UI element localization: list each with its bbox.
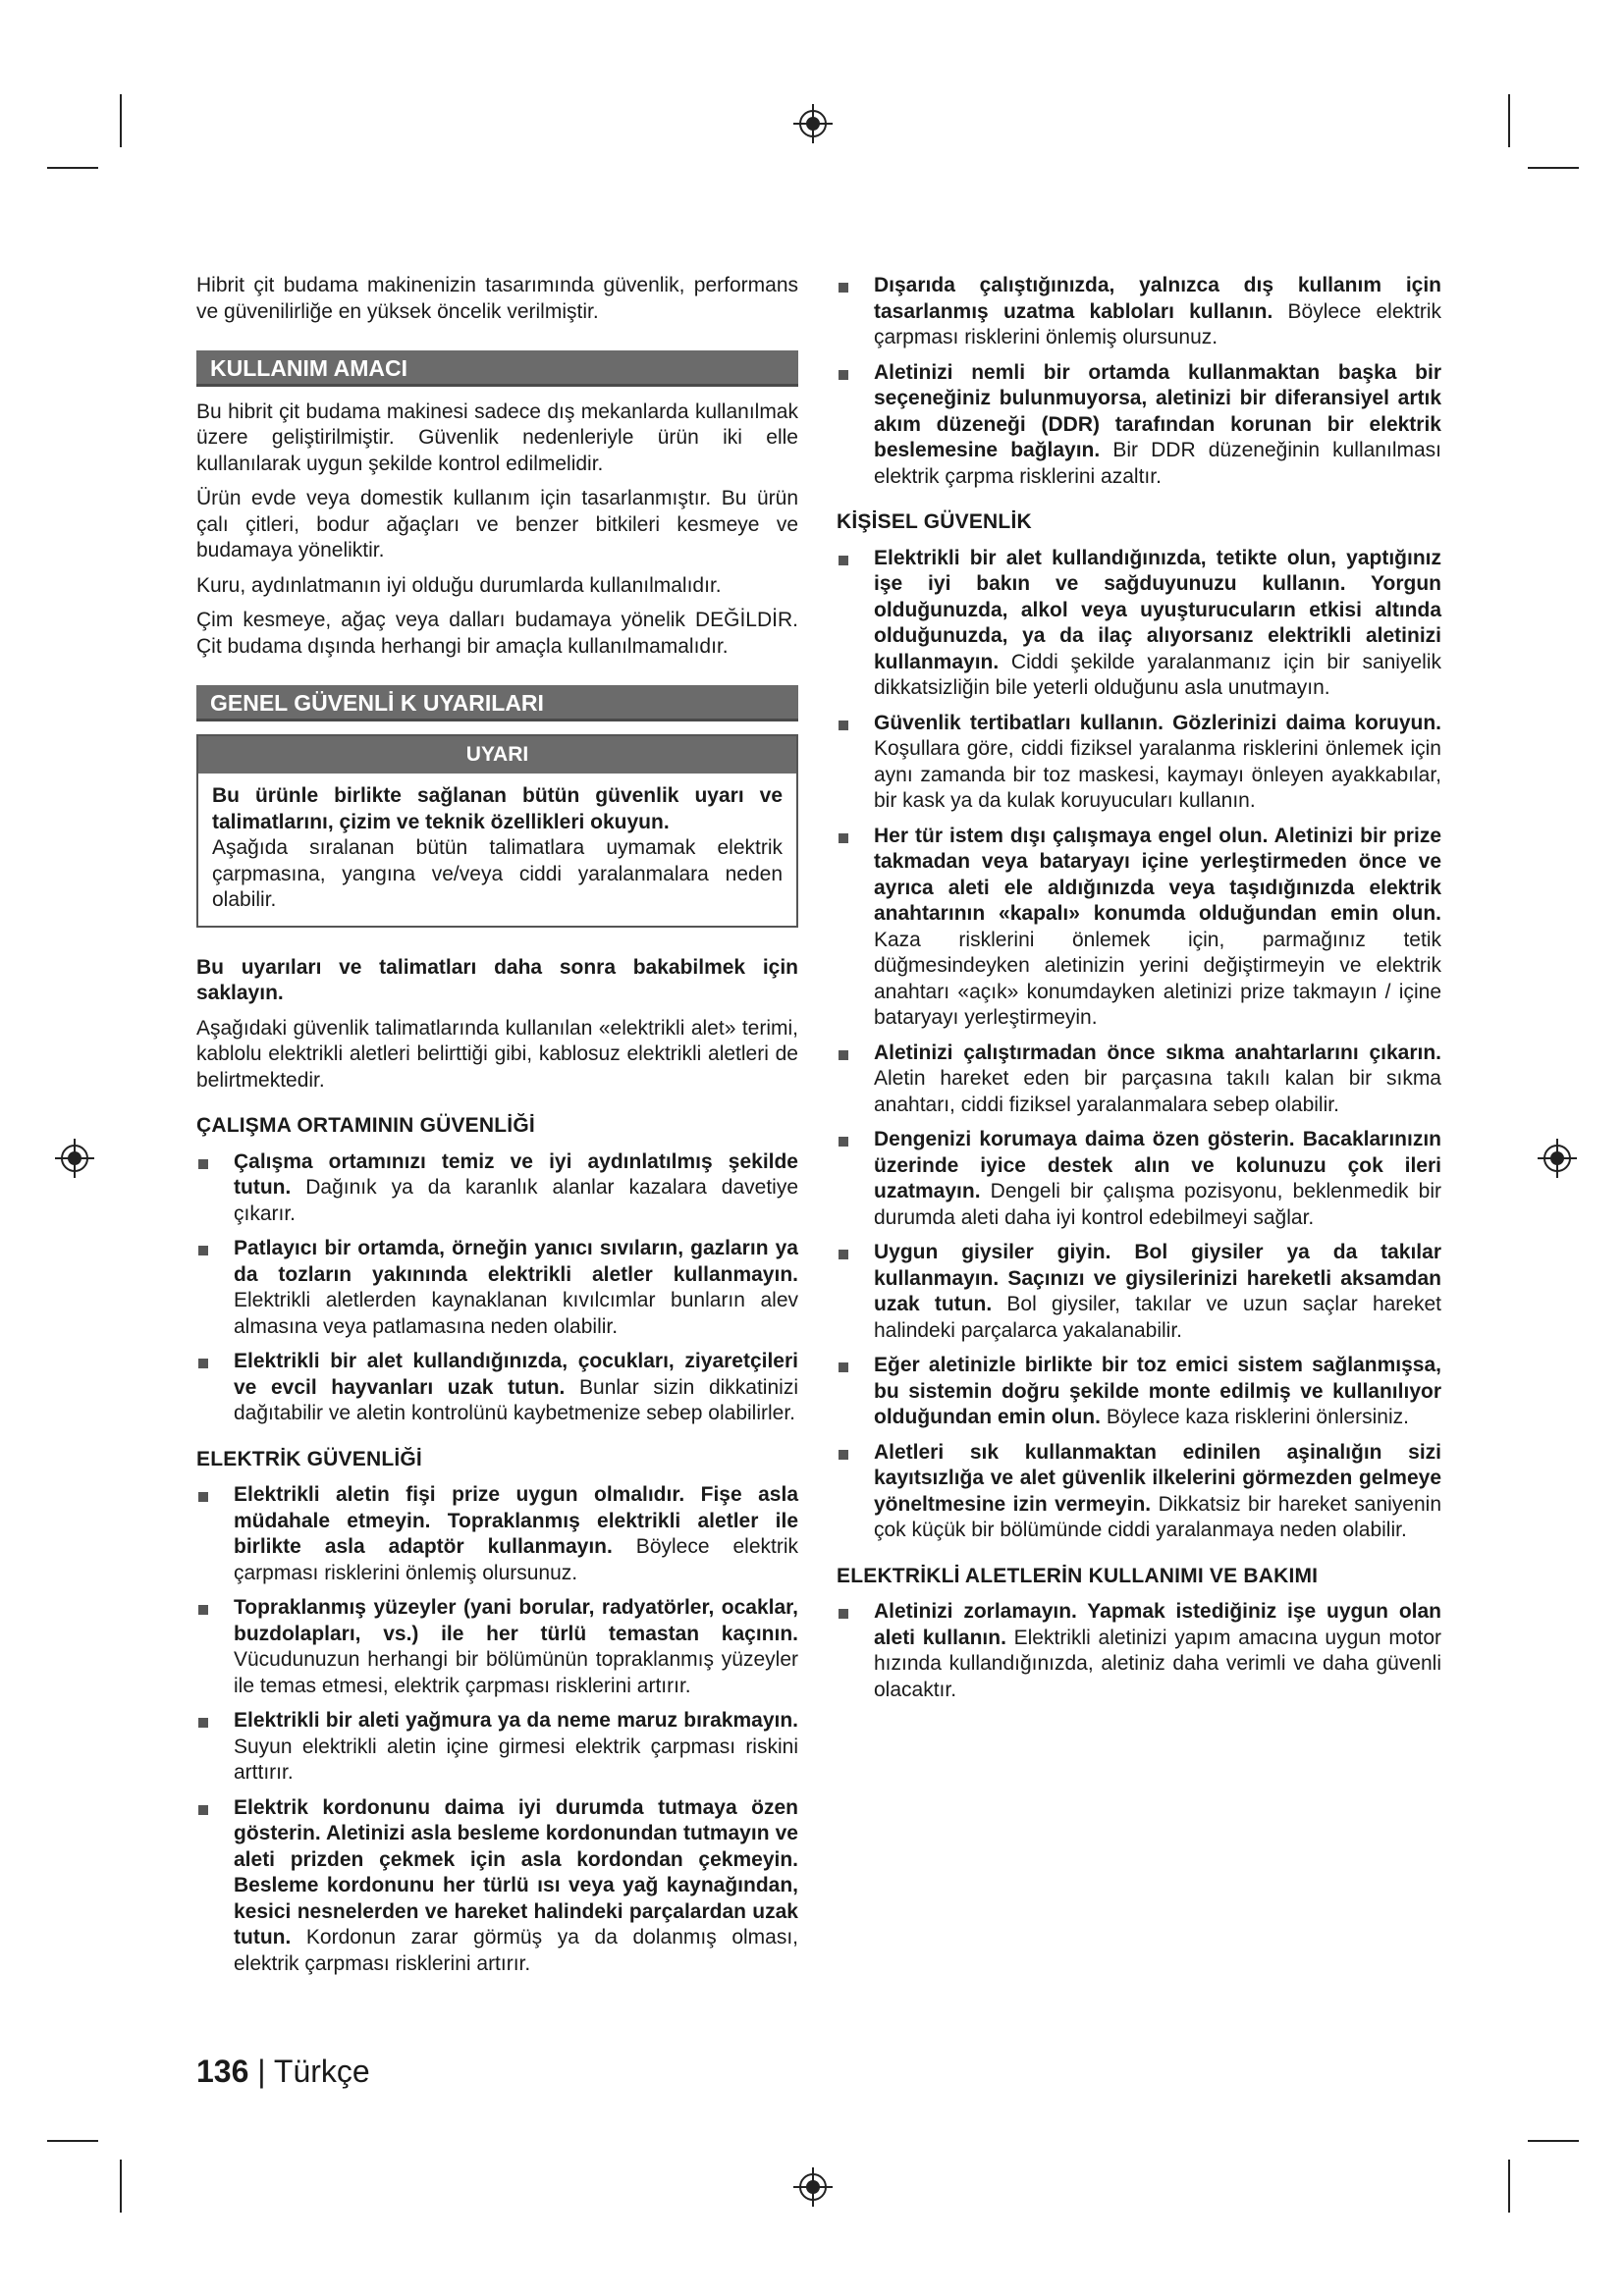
paragraph: Ürün evde veya domestik kullanım için tasarlanmıştır. Bu ürün çalı çitleri, bodur ağaçları ve benzer bitkileri kesmeye ve budamaya yöneliktir. xyxy=(196,487,798,561)
crop-mark xyxy=(47,2140,98,2142)
bullet-list xyxy=(196,1149,798,1427)
paragraph: Bu hibrit çit budama makinesi sadece dış mekanlarda kullanılmak üzere geliştirilmiştir. Güvenlik nedenleriyle ürün iki elle kullanılarak uygun şekilde kontrol edilmelidir. xyxy=(196,400,798,475)
registration-mark-icon xyxy=(791,2165,835,2209)
page-footer xyxy=(196,2054,370,2090)
crop-mark xyxy=(1508,2160,1510,2213)
keep-instructions: Bu uyarıları ve talimatları daha sonra bakabilmek için saklayın. xyxy=(196,955,798,1004)
list-item: Aletleri sık kullanmaktan edinilen aşinalığın sizi kayıtsızlığa ve alet güvenlik ilkelerini görmezden gelmeye yöneltmesine izin vermeyin. Dikkatsiz bir hareket saniyenin çok küçük bir bölümünde ciddi yaralanmaya neden olabilir. xyxy=(837,1440,1441,1544)
list-item: Çalışma ortamınızı temiz ve iyi aydınlatılmış şekilde tutun. Dağınık ya da karanlık alanlar kazalara davetiye çıkarır. xyxy=(196,1149,798,1228)
registration-mark-icon xyxy=(791,102,835,145)
bullet-list xyxy=(837,546,1441,1544)
warning-title: UYARI xyxy=(198,736,796,774)
footer-language: Türkçe xyxy=(273,2054,370,2089)
subheading-elektrik: ELEKTRİK GÜVENLİĞİ xyxy=(196,1447,422,1470)
list-item: Patlayıcı bir ortamda, örneğin yanıcı sıvıların, gazların ya da tozların yakınında elektrikli aletler kullanmayın. Elektrikli aletlerden kaynaklanan kıvılcımlar bunların alev almasına veya patlamasına neden olabilir. xyxy=(196,1236,798,1340)
crop-mark xyxy=(120,94,122,147)
list-item: Her tür istem dışı çalışmaya engel olun. Aletinizi bir prize takmadan veya bataryayı içine yerleştirmeden önce ve ayrıca aleti ele aldığınızda veya taşıdığınızda elektrik anahtarının «kapalı» konumda olduğundan emin olun. Kaza risklerini önlemek için, parmağınız tetik düğmesindeyken aletinizin yerini değiştirmeyin ve elektrik anahtarı «açık» konumdayken aletinizi prize takmayın / içine bataryayı yerleştirmeyin. xyxy=(837,824,1441,1032)
list-item: Topraklanmış yüzeyler (yani borular, radyatörler, ocaklar, buzdolapları, vs.) ile her türlü temastan kaçının. Vücudunuzun herhangi bir bölümünün topraklanmış yüzeyler ile temas etmesi, elektrik çarpması risklerini artırır. xyxy=(196,1595,798,1699)
list-item: Dışarıda çalıştığınızda, yalnızca dış kullanım için tasarlanmış uzatma kabloları kullanın. Böylece elektrik çarpması risklerini önlemiş olursunuz. xyxy=(837,273,1441,351)
crop-mark xyxy=(1528,2140,1579,2142)
footer-separator: | xyxy=(248,2054,274,2089)
crop-mark xyxy=(120,2160,122,2213)
crop-mark xyxy=(1528,167,1579,169)
list-item: Elektrikli bir alet kullandığınızda, tetikte olun, yaptığınız işe iyi bakın ve sağduyunuzu kullanın. Yorgun olduğunuzda, alkol veya uyuşturucuların etkisi altında olduğunuzda, ya da ilaç alıyorsanız elektrikli aletinizi kullanmayın. Ciddi şekilde yaralanmanız için bir saniyelik dikkatsizliğin bile yeterli olduğunu asla unutmayın. xyxy=(837,546,1441,702)
right-column xyxy=(837,273,1441,1712)
crop-mark xyxy=(1508,94,1510,147)
bullet-list xyxy=(837,273,1441,490)
list-item: Dengenizi korumaya daima özen gösterin. Bacaklarınızın üzerinde iyice destek alın ve kolunuzu çok ileri uzatmayın. Dengeli bir çalışma pozisyonu, beklenmedik bir durumda aleti daha iyi kontrol edebilmeyi sağlar. xyxy=(837,1127,1441,1231)
list-item: Eğer aletinizle birlikte bir toz emici sistem sağlanmışsa, bu sistemin doğru şekilde monte edilmiş ve kullanılıyor olduğundan emin olun. Böylece kaza risklerini önlersiniz. xyxy=(837,1353,1441,1431)
list-item: Güvenlik tertibatları kullanın. Gözlerinizi daima koruyun. Koşullara göre, ciddi fiziksel yaralanma risklerini önlemek için aynı zamanda bir toz maskesi, kaymayı önleyen ayakkabılar, bir kask ya da kulak koruyucuları kullanın. xyxy=(837,711,1441,815)
list-item: Elektrikli aletin fişi prize uygun olmalıdır. Fişe asla müdahale etmeyin. Topraklanmış elektrikli aletler ile birlikte asla adaptör kullanmayın. Böylece elektrik çarpması risklerini önlemiş olursunuz. xyxy=(196,1482,798,1586)
page-number: 136 xyxy=(196,2054,249,2089)
section-heading-genel: GENEL GÜVENLİ K UYARILARI xyxy=(196,685,798,721)
list-item: Elektrik kordonunu daima iyi durumda tutmaya özen gösterin. Aletinizi asla besleme kordonundan tutmayın ve aleti prizden çekmek için asla kordondan çekmeyin. Besleme kordonunu her türlü ısı veya yağ kaynağından, kesici nesnelerden ve hareket halindeki parçalardan uzak tutun. Kordonun zarar görmüş ya da dolanmış olması, elektrik çarpması risklerini artırır. xyxy=(196,1795,798,1978)
warning-text: Aşağıda sıralanan bütün talimatlara uymamak elektrik çarpmasına, yangına ve/veya ciddi yaralanmalara neden olabilir. xyxy=(212,836,783,911)
intro-paragraph: Hibrit çit budama makinenizin tasarımında güvenlik, performans ve güvenilirliğe en yüksek öncelik verilmiştir. xyxy=(196,274,798,323)
list-item: Aletinizi zorlamayın. Yapmak istediğiniz işe uygun olan aleti kullanın. Elektrikli aletinizi yapım amacına uygun motor hızında kullandığınızda, aletiniz daha verimli ve daha güvenli olacaktır. xyxy=(837,1599,1441,1703)
list-item: Elektrikli bir aleti yağmura ya da neme maruz bırakmayın. Suyun elektrikli aletin içine girmesi elektrik çarpması riskini arttırır. xyxy=(196,1708,798,1787)
list-item: Uygun giysiler giyin. Bol giysiler ya da takılar kullanmayın. Saçınızı ve giysilerinizi hareketli aksamdan uzak tutun. Bol giysiler, takılar ve uzun saçlar hareket halindeki parçalarca yakalanabilir. xyxy=(837,1240,1441,1344)
paragraph: Çim kesmeye, ağaç veya dalları budamaya yönelik DEĞİLDİR. Çit budama dışında herhangi bir amaçla kullanılmamalıdır. xyxy=(196,609,798,658)
list-item: Elektrikli bir alet kullandığınızda, çocukları, ziyaretçileri ve evcil hayvanları uzak tutun. Bunlar sizin dikkatinizi dağıtabilir ve aletin kontrolünü kaybetmenize sebep olabilirler. xyxy=(196,1349,798,1427)
subheading-kisisel: KİŞİSEL GÜVENLİK xyxy=(837,510,1032,533)
list-item: Aletinizi nemli bir ortamda kullanmaktan başka bir seçeneğiniz bulunmuyorsa, aletinizi bir diferansiyel artık akım düzeneği (DDR) tarafından korunan bir elektrik beslemesine bağlayın. Bir DDR düzeneğinin kullanılması elektrik çarpma risklerini azaltır. xyxy=(837,360,1441,491)
subheading-kullanim-bakim: ELEKTRİKLİ ALETLERİN KULLANIMI VE BAKIMI xyxy=(837,1564,1319,1587)
registration-mark-icon xyxy=(1536,1137,1579,1180)
warning-body xyxy=(198,774,796,926)
paragraph: Kuru, aydınlatmanın iyi olduğu durumlarda kullanılmalıdır. xyxy=(196,573,722,597)
subheading-calisma: ÇALIŞMA ORTAMININ GÜVENLİĞİ xyxy=(196,1114,535,1137)
registration-mark-icon xyxy=(53,1137,96,1180)
list-item: Aletinizi çalıştırmadan önce sıkma anahtarlarını çıkarın. Aletin hareket eden bir parçasına takılı kalan bir sıkma anahtarı, ciddi fiziksel yaralanmalara sebep olabilir. xyxy=(837,1041,1441,1119)
bullet-list xyxy=(196,1482,798,1977)
warning-bold-text: Bu ürünle birlikte sağlanan bütün güvenlik uyarı ve talimatlarını, çizim ve teknik özellikleri okuyun. xyxy=(212,784,783,833)
paragraph: Aşağıdaki güvenlik talimatlarında kullanılan «elektrikli alet» terimi, kablolu elektrikli aletleri belirttiği gibi, kablosuz elektrikli aletleri de belirtmektedir. xyxy=(196,1016,798,1092)
warning-box xyxy=(196,734,798,928)
section-heading-kullanim: KULLANIM AMACI xyxy=(196,350,798,387)
bullet-list xyxy=(837,1599,1441,1703)
left-column xyxy=(196,273,798,1986)
crop-mark xyxy=(47,167,98,169)
